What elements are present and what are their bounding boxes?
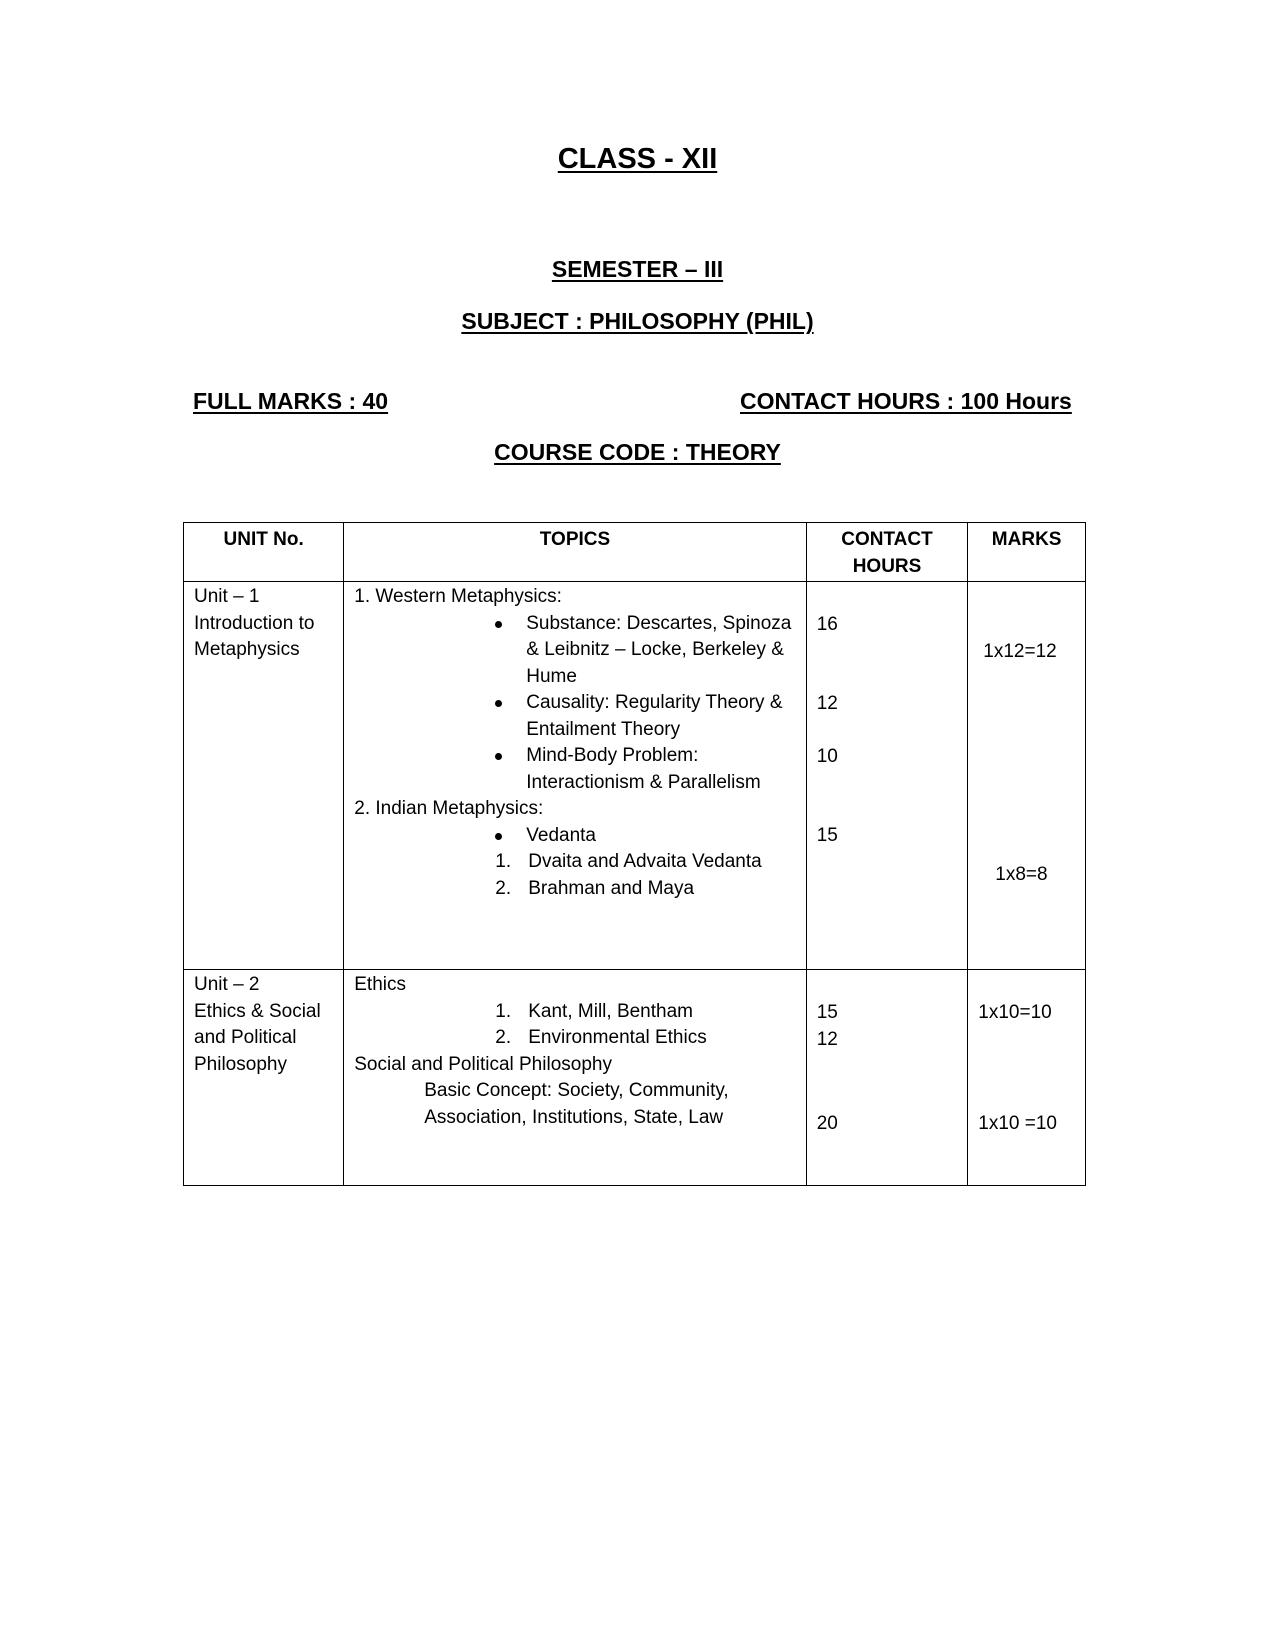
semester-heading: SEMESTER – III (551, 256, 724, 282)
marks-value: 1x10 =10 (978, 1113, 1057, 1134)
header-topics (344, 523, 806, 582)
indian-metaphysics-heading: 2. Indian Metaphysics: (354, 798, 544, 819)
table-row-unit-1 (184, 582, 1086, 970)
bullet-item-causality: Causality: Regularity Theory & (526, 690, 782, 717)
bullet-item-mind-body: Mind-Body Problem: (526, 743, 698, 770)
unit-1-cell (184, 582, 344, 970)
sub-item-text: Dvaita and Advaita Vedanta (528, 851, 762, 872)
header-hours-line-2: HOURS (852, 555, 922, 577)
basic-concept-line: Basic Concept: Society, Community, (424, 1080, 729, 1101)
sub-item-text: Environmental Ethics (528, 1027, 707, 1048)
page-title: CLASS - XII (557, 143, 718, 175)
bullet-item-mind-body-cont: Interactionism & Parallelism (526, 771, 761, 793)
bullet-item-vedanta: Vedanta (526, 823, 596, 850)
unit-2-line: Unit – 2 (194, 974, 260, 995)
unit-2-cell (184, 970, 344, 1186)
header-contact-hours (806, 523, 968, 582)
unit-2-line: and Political (194, 1027, 297, 1048)
basic-concept-line: Association, Institutions, State, Law (424, 1106, 724, 1128)
marks-value: 1x10=10 (978, 1002, 1052, 1023)
sub-item-text: Brahman and Maya (528, 877, 695, 899)
hours-value: 10 (816, 746, 838, 767)
unit-1-line: Unit – 1 (194, 586, 260, 607)
marks-value: 1x8=8 (995, 864, 1048, 885)
unit-2-line: Ethics & Social (194, 1000, 321, 1022)
sub-item-number: 2. (495, 1027, 512, 1048)
bullet-item-substance: Substance: Descartes, Spinoza (526, 611, 791, 638)
hours-value: 15 (816, 825, 838, 846)
hours-value: 12 (816, 1029, 838, 1050)
syllabus-table (183, 522, 1086, 1186)
sub-item-number: 1. (495, 1000, 512, 1022)
unit-1-marks-cell (968, 582, 1086, 970)
full-marks-label: FULL MARKS : 40 (193, 388, 389, 414)
unit-1-line: Metaphysics (194, 639, 300, 660)
bullet-item-substance-cont: Hume (526, 665, 577, 687)
sub-item-number: 1. (495, 851, 512, 872)
course-code-heading: COURSE CODE : THEORY (494, 439, 781, 465)
hours-value: 20 (816, 1113, 838, 1134)
header-topics-label: TOPICS (539, 529, 611, 550)
header-hours-line-1: CONTACT (841, 529, 933, 550)
hours-value: 12 (816, 693, 838, 714)
bullet-item-substance-cont: & Leibnitz – Locke, Berkeley & (526, 639, 784, 660)
table-header-row (184, 523, 1086, 582)
unit-1-topics-cell (344, 582, 806, 970)
table-row-unit-2 (184, 970, 1086, 1186)
unit-1-hours-cell (806, 582, 968, 970)
marks-value: 1x12=12 (983, 641, 1057, 662)
unit-2-hours-cell (806, 970, 968, 1186)
sub-item-number: 2. (495, 877, 512, 899)
social-political-heading: Social and Political Philosophy (354, 1053, 612, 1075)
unit-2-topics-cell (344, 970, 806, 1186)
contact-hours-label: CONTACT HOURS : 100 Hours (740, 388, 1072, 414)
header-marks (968, 523, 1086, 582)
western-metaphysics-heading: 1. Western Metaphysics: (354, 586, 562, 607)
hours-value: 15 (816, 1002, 838, 1023)
subject-heading: SUBJECT : PHILOSOPHY (PHIL) (461, 308, 814, 334)
sub-item-text: Kant, Mill, Bentham (528, 1000, 693, 1022)
header-marks-label: MARKS (991, 529, 1062, 550)
unit-2-line: Philosophy (194, 1053, 287, 1075)
unit-2-marks-cell (968, 970, 1086, 1186)
bullet-item-causality-cont: Entailment Theory (526, 718, 681, 740)
header-unit (184, 523, 344, 582)
header-unit-label: UNIT No. (223, 529, 304, 550)
ethics-heading: Ethics (354, 974, 406, 995)
unit-1-line: Introduction to (194, 612, 315, 634)
hours-value: 16 (816, 614, 838, 635)
